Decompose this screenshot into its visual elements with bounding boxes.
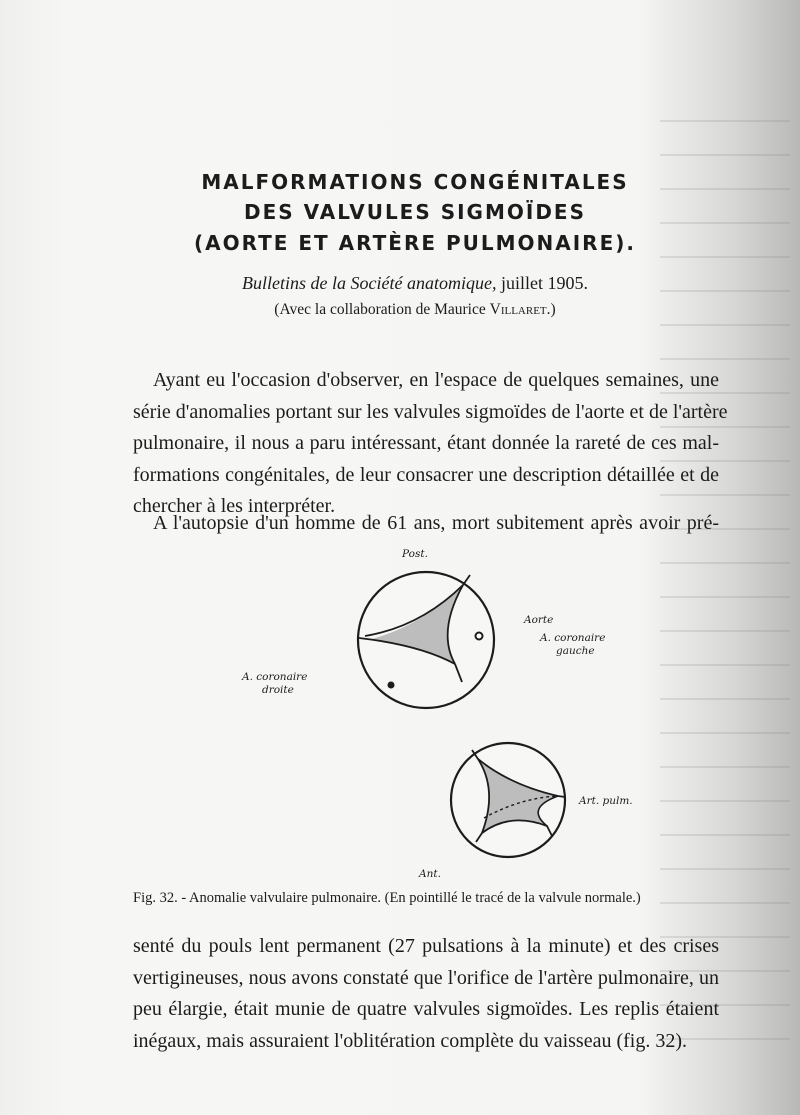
collab-name: Villaret	[489, 301, 547, 318]
label-ant: Ant.	[419, 868, 441, 880]
paragraph-findings	[133, 931, 719, 1057]
journal-name: Bulletins de la Société anatomique,	[242, 273, 497, 293]
title-line-3: (AORTE ET ARTÈRE PULMONAIRE).	[194, 231, 636, 255]
label-post: Post.	[402, 548, 428, 560]
collab-suffix: .)	[546, 301, 556, 318]
label-coronaire-droite-2: droite	[262, 684, 294, 696]
label-coronaire-gauche-2: gauche	[556, 645, 595, 657]
collab-prefix: (Avec la collaboration de Maurice	[274, 301, 490, 318]
journal-date: juillet 1905.	[496, 273, 588, 293]
aorta-commissure	[463, 575, 470, 585]
label-aorte: Aorte	[524, 614, 554, 626]
text-line: formations congénitales, de leur consacrer une description détaillée et de	[133, 463, 719, 486]
label-coronaire-gauche-1: A. coronaire	[540, 632, 606, 644]
text-line: pulmonaire, il nous a paru intéressant, étant donnée la rareté de ces mal-	[133, 432, 719, 454]
title-line-2: DES VALVULES SIGMOÏDES	[244, 200, 586, 224]
title-line-1: MALFORMATIONS CONGÉNITALES	[201, 170, 629, 194]
text-line: Ayant eu l'occasion d'observer, en l'espace de quelques semaines, une	[153, 369, 719, 391]
figure-caption: Fig. 32. - Anomalie valvulaire pulmonaire. (En pointillé le tracé de la valvule normale.)	[133, 890, 641, 906]
aorta-diagram	[358, 572, 494, 708]
text-line: senté du pouls lent permanent (27 pulsations à la minute) et des crises	[133, 935, 719, 957]
label-coronaire-droite-1: A. coronaire	[242, 671, 308, 683]
label-art-pulm: Art. pulm.	[579, 795, 633, 807]
text-line: peu élargie, était munie de quatre valvules sigmoïdes. Les replis étaient	[133, 998, 719, 1020]
text-line: série d'anomalies portant sur les valvules sigmoïdes de l'aorte et de l'artère	[133, 400, 728, 423]
right-coronary-ostium	[388, 682, 395, 689]
pulmonary-diagram	[451, 743, 565, 857]
text-line: chercher à les interpréter.	[133, 495, 336, 517]
text-line: vertigineuses, nous avons constaté que l'orifice de l'artère pulmonaire, un	[133, 966, 719, 989]
left-coronary-ostium	[476, 633, 483, 640]
text-line: inégaux, mais assuraient l'oblitération complète du vaisseau (fig. 32).	[133, 1029, 688, 1052]
text-line: A l'autopsie d'un homme de 61 ans, mort subitement après avoir pré-	[153, 512, 719, 534]
